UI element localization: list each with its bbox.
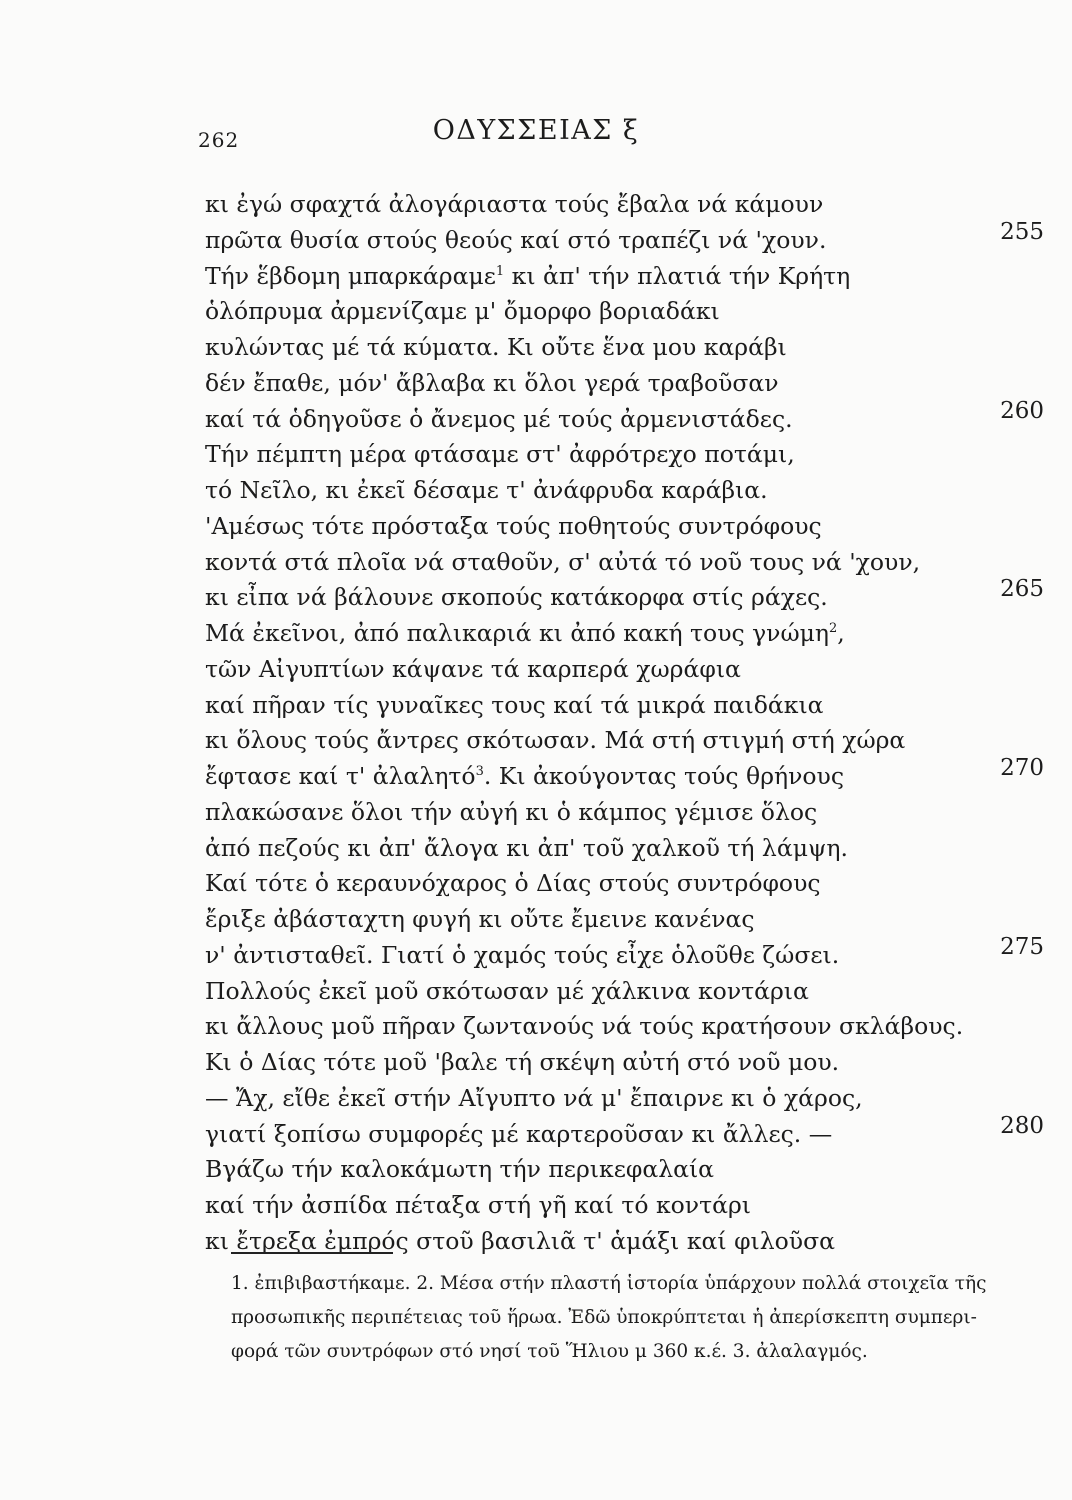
page-number: 262	[198, 128, 240, 152]
verse-text: Πολλούς ἐκεῖ μοῦ σκότωσαν μέ χάλκινα κοντάρια	[205, 976, 809, 1005]
footnote-line: 1. ἐπιβιβαστήκαμε. 2. Μέσα στήν πλαστή ἱστορία ὑπάρχουν πολλά στοιχεῖα τῆς	[231, 1273, 987, 1294]
verse-line	[205, 1224, 1005, 1260]
verse-line	[205, 1009, 1005, 1045]
verse-text: Τήν ἕβδομη μπαρκάραμε$^1$ κι ἀπ' τήν πλατιά τήν Κρήτη	[205, 261, 851, 290]
verse-text: καί τά ὁδηγοῦσε ὁ ἄνεμος μέ τούς ἀρμενιστάδες.	[205, 404, 793, 433]
verse-text: ἔφτασε καί τ' ἀλαλητό$^3$. Κι ἀκούγοντας τούς θρήνους	[205, 762, 844, 790]
verse-line	[205, 688, 1005, 724]
verse-line	[205, 187, 1005, 223]
verse-text-continuation: κι ἀπ' τήν πλατιά τήν Κρήτη	[504, 261, 851, 290]
verse-text: κι ὅλους τούς ἄντρες σκότωσαν. Μά στή στιγμή στή χώρα	[205, 726, 906, 755]
verse-text: κοντά στά πλοῖα νά σταθοῦν, σ' αὐτά τό νοῦ τους νά 'χουν,	[205, 547, 921, 576]
verse-text: Τήν πέμπτη μέρα φτάσαμε στ' ἀφρότρεχο ποτάμι,	[205, 440, 795, 469]
verse-line	[205, 1081, 1005, 1117]
footnotes	[231, 1267, 1072, 1369]
verse-line	[205, 831, 1005, 867]
verse-text: τῶν Αἰγυπτίων κάψανε τά καρπερά χωράφια	[205, 654, 741, 683]
footnote-rule	[231, 1252, 393, 1254]
verse-line	[205, 473, 1005, 509]
footnote-marker: 2	[828, 621, 838, 636]
verse-text: ἀπό πεζούς κι ἀπ' ἄλογα κι ἀπ' τοῦ χαλκοῦ τή λάμψη.	[205, 833, 848, 862]
footnote-line: προσωπικῆς περιπέτειας τοῦ ἥρωα. Ἐδῶ ὑποκρύπτεται ἡ ἀπερίσκεπτη συμπερι-	[231, 1307, 977, 1328]
verse-text: Βγάζω τήν καλοκάμωτη τήν περικεφαλαία	[205, 1155, 715, 1184]
verse-text: Καί τότε ὁ κεραυνόχαρος ὁ Δίας στούς συντρόφους	[205, 869, 821, 898]
verse-line	[205, 1188, 1005, 1224]
verse-text: ἔριξε ἀβάσταχτη φυγή κι οὔτε ἔμεινε κανένας	[205, 905, 755, 933]
verse-text-continuation: ,	[837, 619, 845, 647]
verse-line	[205, 1045, 1005, 1081]
poem-body	[205, 187, 1005, 1260]
verse-line	[205, 652, 1005, 688]
line-number: 265	[1000, 576, 1044, 603]
verse-text: καί τήν ἀσπίδα πέταξα στή γῆ καί τό κοντάρι	[205, 1191, 751, 1219]
verse-line	[205, 795, 1005, 831]
verse-text: πλακώσανε ὅλοι τήν αὐγή κι ὁ κάμπος γέμισε ὅλος	[205, 797, 818, 826]
verse-line	[205, 1152, 1005, 1188]
verse-text: καί πῆραν τίς γυναῖκες τους καί τά μικρά παιδάκια	[205, 690, 824, 719]
running-title: ΟΔΥΣΣΕΙΑΣ ξ	[432, 115, 640, 146]
verse-text: τό Νεῖλο, κι ἐκεῖ δέσαμε τ' ἀνάφρυδα καράβια.	[205, 476, 768, 504]
verse-line	[205, 866, 1005, 902]
line-number: 275	[1000, 933, 1044, 960]
verse-line	[205, 974, 1005, 1010]
footnote-marker: 1	[495, 263, 505, 279]
verse-text-continuation: . Κι ἀκούγοντας τούς θρήνους	[483, 762, 844, 790]
verse-line	[205, 366, 1005, 402]
verse-line	[205, 294, 1005, 330]
verse-line	[205, 545, 1005, 581]
verse-text: κι εἶπα νά βάλουνε σκοπούς κατάκορφα στίς ράχες.	[205, 583, 828, 612]
footnote-marker: 3	[475, 764, 484, 779]
verse-text: Κι ὁ Δίας τότε μοῦ 'βαλε τή σκέψη αὐτή στό νοῦ μου.	[205, 1048, 840, 1076]
line-number: 280	[1000, 1112, 1044, 1139]
line-number: 255	[1000, 218, 1044, 245]
verse-text: Μά ἐκεῖνοι, ἀπό παλικαριά κι ἀπό κακή τους γνώμη$^2$,	[205, 619, 845, 647]
line-number: 260	[1000, 397, 1044, 424]
verse-line	[205, 723, 1005, 759]
verse-text: κι ἔτρεξα ἐμπρός στοῦ βασιλιᾶ τ' ἁμάξι καί φιλοῦσα	[205, 1226, 836, 1255]
verse-line	[205, 437, 1005, 473]
verse-text: κι ἄλλους μοῦ πῆραν ζωντανούς νά τούς κρατήσουν σκλάβους.	[205, 1012, 964, 1041]
verse-text: ν' ἀντισταθεῖ. Γιατί ὁ χαμός τούς εἶχε ὁλοῦθε ζώσει.	[205, 940, 840, 969]
verse-text: πρῶτα θυσία στούς θεούς καί στό τραπέζι νά 'χουν.	[205, 225, 827, 254]
verse-line	[205, 259, 1005, 295]
verse-text: — Ἄχ, εἴθε ἐκεῖ στήν Αἴγυπτο νά μ' ἔπαιρνε κι ὁ χάρος,	[205, 1083, 863, 1112]
verse-text: γιατί ξοπίσω συμφορές μέ καρτεροῦσαν κι ἄλλες. —	[205, 1119, 833, 1148]
verse-text: 'Αμέσως τότε πρόσταξα τούς ποθητούς συντρόφους	[205, 511, 822, 540]
line-number: 270	[1000, 755, 1044, 781]
verse-line	[205, 616, 1005, 652]
footnote-line: φορά τῶν συντρόφων στό νησί τοῦ Ἥλιου μ 360 κ.έ. 3. ἀλαλαγμός.	[231, 1341, 868, 1362]
verse-text: ὁλόπρυμα ἀρμενίζαμε μ' ὄμορφο βοριαδάκι	[205, 297, 720, 326]
verse-line	[205, 509, 1005, 545]
verse-line	[205, 330, 1005, 366]
verse-text: δέν ἔπαθε, μόν' ἄβλαβα κι ὅλοι γερά τραβοῦσαν	[205, 368, 779, 397]
verse-text: κι ἐγώ σφαχτά ἀλογάριαστα τούς ἔβαλα νά κάμουν	[205, 190, 824, 218]
verse-line	[205, 902, 1005, 938]
verse-text: κυλώντας μέ τά κύματα. Κι οὔτε ἕνα μου καράβι	[205, 333, 787, 361]
